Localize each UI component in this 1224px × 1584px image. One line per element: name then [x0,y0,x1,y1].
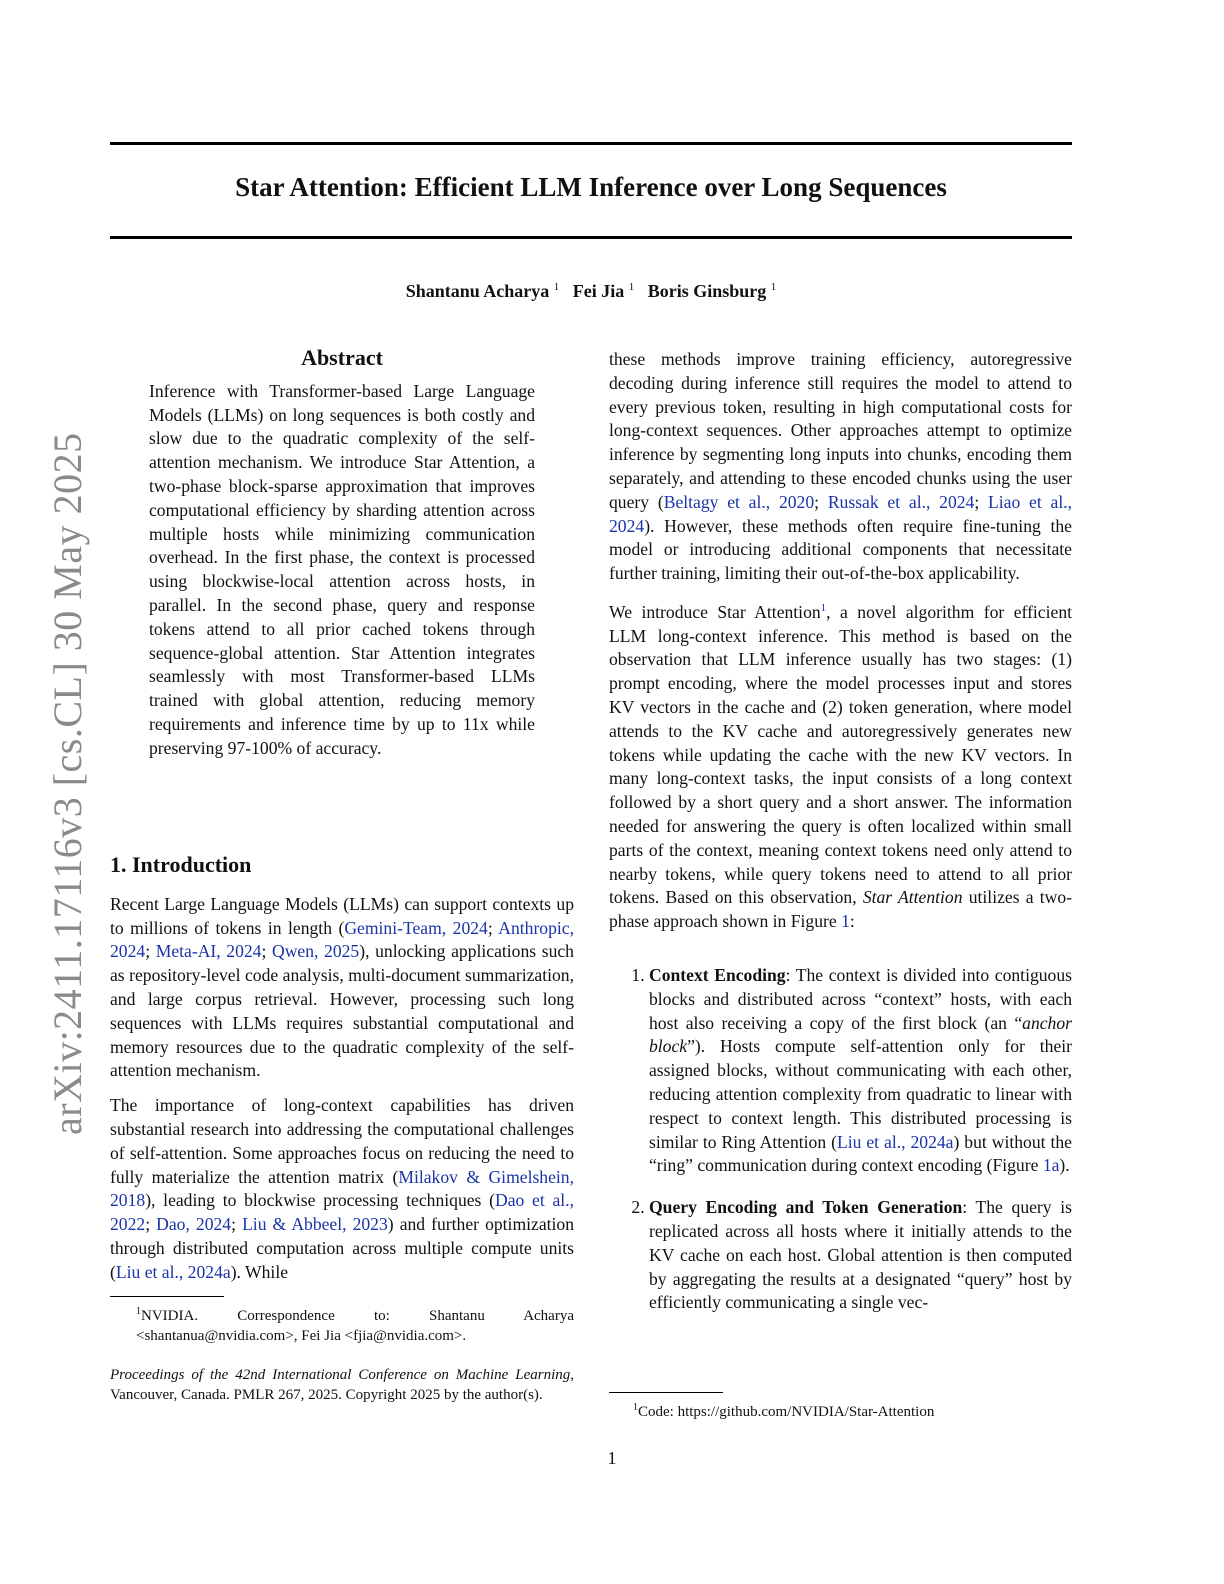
footnote-link[interactable]: 1 [820,601,827,614]
list-item: 2. Query Encoding and Token Generation: The query is replicated across all hosts where it initially attends to the KV cache on each host. Global attention is then computed by aggregating the results at a designated “query” host by efficiently communicating a single vec- [649,1196,1072,1315]
list-item: 1. Context Encoding: The context is divided into contiguous blocks and distributed across “context” hosts, with each host also receiving a copy of the first block (an “anchor block”). Hosts compute self-attention only for their assigned blocks, without communicating with each other, reducing attention complexity from quadratic to linear with respect to context length. This distributed processing is similar to Ring Attention (Liu et al., 2024a) but without the “ring” communication during context encoding (Figure 1a). [649,964,1072,1178]
left-footnotes [110,1296,574,1405]
footnote-rule [110,1296,224,1297]
arxiv-sidebar-stamp: arXiv:2411.17116v3 [cs.CL] 30 May 2025 [45,432,90,1135]
abstract-text: Inference with Transformer-based Large Language Models (LLMs) on long sequences is both costly and slow due to the quadratic complexity of the self-attention mechanism. We introduce Star Attention, a two-phase block-sparse approximation that improves computational efficiency by sharding attention across multiple hosts while minimizing communication overhead. In the first phase, the context is processed using blockwise-local attention across hosts, in parallel. In the second phase, query and response tokens attend to all prior cached tokens through sequence-global attention. Star Attention integrates seamlessly with most Transformer-based LLMs trained with global attention, reducing memory requirements and inference time by up to 11x while preserving 97-100% of accuracy. [149,380,535,758]
citation-link[interactable]: Beltagy et al., 2020 [663,491,815,512]
paper-title: Star Attention: Efficient LLM Inference over Long Sequences [235,172,947,202]
footnote-rule [609,1392,723,1393]
citation-link[interactable]: Milakov & Gimelshein, 2018 [110,1166,574,1211]
author-name: Fei Jia [572,281,625,301]
citation-link[interactable]: Liu et al., 2024a [836,1131,954,1152]
citation-link[interactable]: Dao, 2024 [156,1214,232,1235]
author-name: Shantanu Acharya [405,281,550,301]
abstract-heading: Abstract [301,345,383,370]
figure-link[interactable]: 1a [1042,1155,1060,1176]
citation-link[interactable]: Liu et al., 2024a [115,1261,231,1282]
body-paragraph: We introduce Star Attention$^1$, a novel algorithm for efficient LLM long-context inference. This method is based on the observation that LLM inference usually has two stages: (1) prompt encoding, where the model processes input and stores KV vectors in the cache and (2) token generation, where model attends to the KV cache and autoregressively generates new tokens while updating the cache with the new KV vectors. In many long-context tasks, the input consists of a long context followed by a short query and a short answer. The information needed for answering the query is often localized within small parts of the context, meaning context tokens need only attend to nearby tokens, while query tokens need to attend to all prior tokens. Based on this observation, Star Attention utilizes a two-phase approach shown in Figure 1: [609,601,1073,932]
figure-link[interactable]: 1 [841,911,850,932]
title-top-rule [110,142,1072,145]
intro-paragraph: The importance of long-context capabilities has driven substantial research into addressing the computational challenges of self-attention. Some approaches focus on reducing the need to fully materialize the attention matrix (Milakov & Gimelshein, 2018), leading to blockwise processing techniques (Dao et al., 2022; Dao, 2024; Liu & Abbeel, 2023) and further optimization through distributed computation across multiple compute units (Liu et al., 2024a). While [110,1095,575,1282]
right-footnotes [609,1392,1072,1423]
citation-link[interactable]: Qwen, 2025 [272,941,360,962]
citation-link[interactable]: Meta-AI, 2024 [155,941,262,962]
affiliation-mark: 1 [770,281,777,293]
affiliation-mark: 1 [553,281,560,293]
body-paragraph: these methods improve training efficiency, autoregressive decoding during inference still requires the model to attend to every previous token, resulting in high computational costs for long-context sequences. Other approaches attempt to optimize inference by segmenting long inputs into chunks, encoding them separately, and attending to these encoded chunks using the user query (Beltagy et al., 2020; Russak et al., 2024; Liao et al., 2024). However, these methods often require fine-tuning the model or introducing additional components that necessitate further training, limiting their out-of-the-box applicability. [609,349,1073,584]
abstract-block [149,346,535,772]
citation-link[interactable]: Anthropic, 2024 [110,917,574,962]
right-column [609,348,1072,1333]
introduction-section [110,853,574,1296]
phase-list [609,964,1072,1315]
citation-link[interactable]: Liao et al., 2024 [609,491,1073,536]
author-name: Boris Ginsburg [647,281,767,301]
title-bottom-rule [110,236,1072,239]
proceedings-note: Proceedings of the 42nd International Conference on Machine Learning, Vancouver, Canada. PMLR 267, 2025. Copyright 2025 by the author(s). [110,1367,574,1403]
citation-link[interactable]: Liu & Abbeel, 2023 [242,1214,388,1235]
page-number: 1 [607,1448,617,1468]
affiliation-footnote: $^1$NVIDIA. Correspondence to: Shantanu Acharya <shantanua@nvidia.com>, Fei Jia <fjia@nvidia.com>. [136,1306,574,1344]
affiliation-mark: 1 [628,281,635,293]
section-heading: 1. Introduction [110,852,252,877]
citation-link[interactable]: Gemini-Team, 2024 [344,917,488,938]
author-list [110,281,1072,302]
intro-paragraph: Recent Large Language Models (LLMs) can support contexts up to millions of tokens in length (Gemini-Team, 2024; Anthropic, 2024; Meta-AI, 2024; Qwen, 2025), unlocking applications such as repository-level code analysis, multi-document summarization, and large corpus retrieval. However, processing such long sequences with LLMs requires substantial computational and memory resources due to the quadratic complexity of the self-attention mechanism. [110,893,574,1081]
code-footnote: $^1$Code: https://github.com/NVIDIA/Star-Attention [633,1402,935,1420]
citation-link[interactable]: Dao et al., 2022 [110,1190,574,1235]
citation-link[interactable]: Russak et al., 2024 [827,491,975,512]
